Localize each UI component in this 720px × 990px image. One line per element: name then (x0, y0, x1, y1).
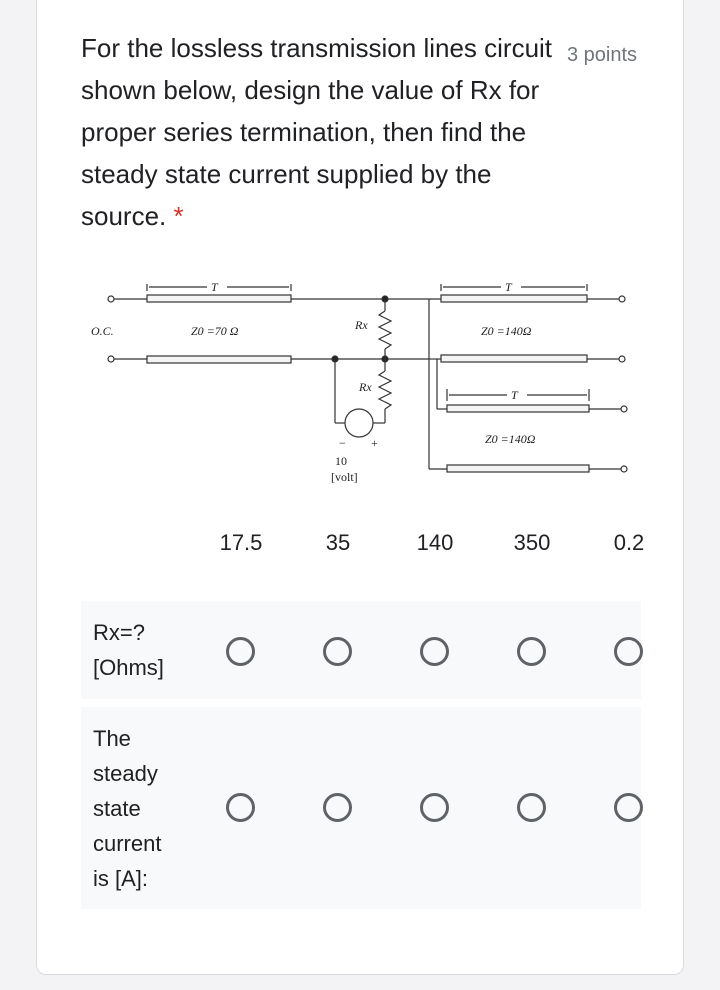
source-minus: − (339, 436, 346, 450)
required-asterisk: * (173, 201, 184, 231)
right-top-label: Z0 =140Ω (481, 324, 532, 338)
grid-row-current (81, 707, 641, 909)
col-header-2: 35 (325, 530, 351, 555)
row-label-current: The steady state current is [A]: (93, 726, 162, 891)
points-label: 3 points (567, 44, 638, 66)
radio-rx-35[interactable] (323, 637, 352, 666)
radio-current-0-2[interactable] (614, 793, 643, 822)
source-plus: + (371, 436, 378, 450)
rx-top-label: Rx (355, 318, 368, 332)
grid-row-rx (81, 601, 641, 699)
question-card (36, 0, 684, 975)
col-header-1: 17.5 (219, 530, 263, 555)
radio-current-350[interactable] (517, 793, 546, 822)
radio-current-140[interactable] (420, 793, 449, 822)
right-bottom-label: Z0 =140Ω (485, 432, 536, 446)
radio-current-35[interactable] (323, 793, 352, 822)
t-label-right: T (505, 280, 512, 294)
source-unit: [volt] (331, 470, 358, 484)
radio-rx-350[interactable] (517, 637, 546, 666)
radio-current-17-5[interactable] (226, 793, 255, 822)
radio-rx-0-2[interactable] (614, 637, 643, 666)
question-title (81, 27, 571, 237)
oc-label: O.C. (91, 324, 114, 338)
radio-rx-17-5[interactable] (226, 637, 255, 666)
radio-rx-140[interactable] (420, 637, 449, 666)
left-line-label: Z0 =70 Ω (191, 324, 239, 338)
t-label-left: T (211, 280, 218, 294)
row-label-rx: Rx=? [Ohms] (93, 620, 164, 680)
col-header-5: 0.2 (613, 530, 645, 555)
t-label-lower: T (511, 388, 518, 402)
col-header-4: 350 (513, 530, 551, 555)
source-value: 10 (335, 454, 347, 468)
rx-bottom-label: Rx (359, 380, 372, 394)
question-text: For the lossless transmission lines circuit shown below, design the value of Rx for proper series termination, then find the steady state current supplied by the source. (81, 33, 553, 231)
col-header-3: 140 (416, 530, 454, 555)
circuit-diagram (81, 279, 641, 494)
